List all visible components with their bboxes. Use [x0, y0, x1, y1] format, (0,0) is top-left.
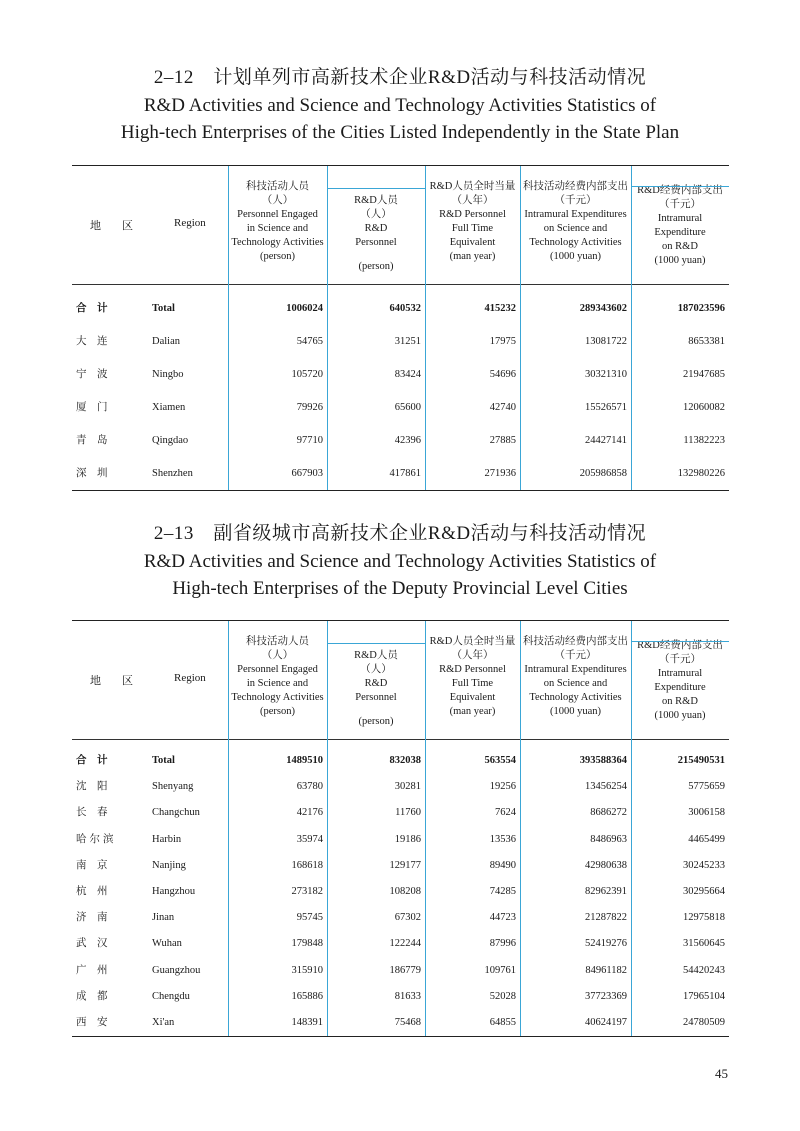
column-divider — [327, 621, 328, 1036]
region-en: Qingdao — [152, 434, 189, 446]
header-line: （人） — [261, 195, 294, 206]
value-cell: 393588364 — [579, 755, 627, 767]
title-cn: 2–13 副省级城市高新技术企业R&D活动与科技活动情况 — [153, 523, 647, 544]
table-2-13 — [72, 620, 729, 1037]
region-cn-text: 沈 阳 — [76, 781, 108, 793]
region-en: Guangzhou — [152, 964, 201, 976]
value-cell: 44723 — [489, 912, 516, 924]
value-cell: 37723369 — [585, 990, 627, 1002]
header-line: Expenditure — [654, 682, 706, 693]
region-en: Xiamen — [152, 401, 186, 413]
region-cn-text: 深 圳 — [76, 467, 108, 479]
header-line: Intramural Expenditures — [524, 209, 627, 220]
value-cell: 74285 — [489, 886, 516, 898]
region-en: Shenzhen — [152, 467, 193, 479]
region-cn — [76, 937, 120, 951]
value-cell: 12975818 — [683, 912, 725, 924]
value-cell: 27885 — [489, 434, 516, 446]
value-cell: 30245233 — [683, 859, 725, 871]
column-divider — [425, 621, 426, 1036]
value-cell: 15526571 — [585, 401, 627, 413]
region-en: Shenyang — [152, 781, 194, 793]
header-line: Personnel Engaged — [237, 209, 318, 220]
header-line: (1000 yuan) — [549, 706, 602, 717]
header-line: Personnel — [355, 237, 397, 248]
value-cell: 52028 — [489, 990, 516, 1002]
region-cn-2: 区 — [122, 675, 133, 687]
header-line: R&D Personnel — [439, 664, 506, 675]
header-line: (person) — [358, 716, 394, 727]
column-header-1 — [228, 166, 327, 284]
header-box-rd-expenditure — [631, 186, 729, 187]
region-en: Nanjing — [152, 859, 186, 871]
value-cell: 30295664 — [683, 886, 725, 898]
header-line: R&D — [364, 223, 388, 234]
region-en: Total — [152, 755, 175, 767]
value-cell: 4465499 — [688, 833, 725, 845]
value-cell: 129177 — [389, 859, 421, 871]
header-line: Personnel Engaged — [237, 664, 318, 675]
table-2-12-title — [0, 66, 800, 146]
value-cell: 832038 — [389, 755, 421, 767]
region-en: Jinan — [152, 912, 175, 924]
value-cell: 64855 — [489, 1017, 516, 1029]
region-cn — [76, 335, 120, 349]
header-line: Technology Activities — [231, 692, 324, 703]
region-cn-text: 武 汉 — [76, 938, 108, 950]
value-cell: 563554 — [484, 755, 516, 767]
value-cell: 13081722 — [585, 335, 627, 347]
value-cell: 415232 — [484, 302, 516, 314]
region-cn — [76, 859, 120, 873]
value-cell: 82962391 — [585, 886, 627, 898]
value-cell: 5775659 — [688, 781, 725, 793]
value-cell: 168618 — [291, 859, 323, 871]
header-line: on Science and — [543, 223, 608, 234]
value-cell: 67302 — [394, 912, 421, 924]
region-en: Ningbo — [152, 368, 184, 380]
value-cell: 21287822 — [585, 912, 627, 924]
value-cell: 640532 — [389, 302, 421, 314]
column-divider — [425, 166, 426, 490]
header-line: (man year) — [449, 706, 496, 717]
header-line: R&D Personnel — [439, 209, 506, 220]
header-line: 科技活动人员 — [246, 181, 309, 192]
value-cell: 148391 — [291, 1017, 323, 1029]
value-cell: 19186 — [394, 833, 421, 845]
region-en: Region — [174, 672, 206, 684]
value-cell: 97710 — [296, 434, 323, 446]
region-cn — [76, 806, 120, 820]
value-cell: 42176 — [296, 807, 323, 819]
column-header-3 — [425, 166, 520, 284]
region-cn-1: 地 — [90, 675, 101, 687]
value-cell: 105720 — [291, 368, 323, 380]
value-cell: 186779 — [389, 964, 421, 976]
column-header-2 — [327, 621, 425, 739]
value-cell: 31560645 — [683, 938, 725, 950]
header-line: on R&D — [662, 696, 698, 707]
region-cn-text: 西 安 — [76, 1017, 108, 1029]
value-cell: 54420243 — [683, 964, 725, 976]
value-cell: 84961182 — [585, 964, 627, 976]
title-en-line1: R&D Activities and Science and Technology Activities Statistics of — [143, 551, 657, 572]
value-cell: 83424 — [394, 368, 421, 380]
header-line: (man year) — [449, 251, 496, 262]
header-line: Technology Activities — [231, 237, 324, 248]
header-line: （人年） — [451, 650, 494, 661]
region-cn-2: 区 — [122, 220, 133, 232]
region-cn-text: 广 州 — [76, 964, 108, 976]
value-cell: 109761 — [484, 964, 516, 976]
value-cell: 54696 — [489, 368, 516, 380]
region-cn — [76, 368, 120, 382]
header-line: Intramural — [657, 213, 703, 224]
header-line: R&D人员 — [354, 195, 398, 206]
region-cn — [76, 754, 120, 768]
region-cn — [76, 964, 120, 978]
column-header-3 — [425, 621, 520, 739]
title-cn: 2–12 计划单列市高新技术企业R&D活动与科技活动情况 — [153, 67, 647, 88]
header-line: Intramural Expenditures — [524, 664, 627, 675]
header-line: 科技活动经费内部支出 — [523, 181, 628, 192]
value-cell: 122244 — [389, 938, 421, 950]
header-line: （人） — [360, 209, 392, 220]
region-en: Wuhan — [152, 938, 182, 950]
value-cell: 8686272 — [590, 807, 627, 819]
header-line: Technology Activities — [529, 237, 622, 248]
value-cell: 75468 — [394, 1017, 421, 1029]
region-en: Total — [152, 302, 175, 314]
header-box-rd-personnel — [327, 643, 425, 644]
column-divider — [228, 166, 229, 490]
header-line: (1000 yuan) — [654, 255, 706, 266]
region-header — [72, 621, 228, 739]
value-cell: 11760 — [395, 807, 421, 819]
header-line: (person) — [358, 261, 394, 272]
value-cell: 24427141 — [585, 434, 627, 446]
column-header-4 — [520, 621, 631, 739]
region-cn-text: 长 春 — [76, 807, 108, 819]
header-line: （人） — [261, 650, 294, 661]
value-cell: 108208 — [389, 886, 421, 898]
value-cell: 215490531 — [677, 755, 725, 767]
title-en-line1: R&D Activities and Science and Technology Activities Statistics of — [143, 95, 657, 116]
value-cell: 667903 — [291, 467, 323, 479]
title-en-line2: High-tech Enterprises of the Deputy Provincial Level Cities — [172, 578, 628, 599]
column-divider — [327, 166, 328, 490]
title-en-line2: High-tech Enterprises of the Cities Listed Independently in the State Plan — [120, 122, 680, 143]
value-cell: 95745 — [296, 912, 323, 924]
column-header-2 — [327, 166, 425, 284]
value-cell: 8486963 — [590, 833, 627, 845]
value-cell: 87996 — [489, 938, 516, 950]
value-cell: 63780 — [296, 781, 323, 793]
region-en: Dalian — [152, 335, 180, 347]
value-cell: 40624197 — [585, 1017, 627, 1029]
page-number: 45 — [715, 1066, 728, 1081]
value-cell: 315910 — [291, 964, 323, 976]
header-line: （人） — [360, 664, 392, 675]
header-line: Equivalent — [449, 237, 496, 248]
value-cell: 1006024 — [286, 302, 323, 314]
column-divider — [631, 166, 632, 490]
column-divider — [520, 621, 521, 1036]
value-cell: 17975 — [489, 335, 516, 347]
column-header-4 — [520, 166, 631, 284]
header-line: Full Time — [451, 223, 494, 234]
value-cell: 42396 — [394, 434, 421, 446]
value-cell: 81633 — [394, 990, 421, 1002]
value-cell: 24780509 — [683, 1017, 725, 1029]
region-en: Region — [174, 217, 206, 229]
value-cell: 7624 — [495, 807, 516, 819]
column-divider — [228, 621, 229, 1036]
header-line: （千元） — [659, 199, 701, 210]
value-cell: 12060082 — [683, 401, 725, 413]
header-line: Full Time — [451, 678, 494, 689]
region-cn — [76, 911, 120, 925]
header-line: R&D经费内部支出 — [637, 185, 723, 196]
column-divider — [631, 621, 632, 1036]
header-line: Technology Activities — [529, 692, 622, 703]
value-cell: 31251 — [394, 335, 421, 347]
region-header — [72, 166, 228, 284]
value-cell: 19256 — [489, 781, 516, 793]
value-cell: 30321310 — [585, 368, 627, 380]
value-cell: 179848 — [291, 938, 323, 950]
value-cell: 13536 — [489, 833, 516, 845]
header-line: （千元） — [554, 650, 597, 661]
value-cell: 65600 — [394, 401, 421, 413]
header-line: R&D — [364, 678, 388, 689]
value-cell: 3006158 — [688, 807, 725, 819]
header-line: （千元） — [659, 654, 701, 665]
header-line: (1000 yuan) — [654, 710, 706, 721]
value-cell: 273182 — [291, 886, 323, 898]
region-en: Changchun — [152, 807, 200, 819]
region-cn-text: 大 连 — [76, 335, 108, 347]
value-cell: 21947685 — [683, 368, 725, 380]
region-cn — [76, 990, 120, 1004]
region-cn — [76, 833, 120, 847]
region-cn-text: 济 南 — [76, 912, 108, 924]
region-cn-text: 宁 波 — [76, 368, 108, 380]
region-cn — [76, 1016, 120, 1030]
header-line: Personnel — [355, 692, 397, 703]
value-cell: 54765 — [296, 335, 323, 347]
table-2-12 — [72, 165, 729, 491]
value-cell: 42980638 — [585, 859, 627, 871]
value-cell: 89490 — [489, 859, 516, 871]
value-cell: 417861 — [389, 467, 421, 479]
header-line: （人年） — [451, 195, 494, 206]
bottom-rule — [72, 1036, 729, 1037]
value-cell: 271936 — [484, 467, 516, 479]
bottom-rule — [72, 490, 729, 491]
value-cell: 79926 — [296, 401, 323, 413]
header-line: Equivalent — [449, 692, 496, 703]
header-line: on R&D — [662, 241, 698, 252]
region-cn — [76, 302, 120, 316]
value-cell: 1489510 — [286, 755, 323, 767]
header-line: Intramural — [657, 668, 703, 679]
region-en: Hangzhou — [152, 886, 196, 898]
header-line: (1000 yuan) — [549, 251, 602, 262]
region-cn — [76, 401, 120, 415]
value-cell: 132980226 — [677, 467, 725, 479]
region-cn — [76, 780, 120, 794]
region-cn-text: 青 岛 — [76, 434, 108, 446]
header-box-rd-personnel — [327, 188, 425, 189]
region-cn-text: 厦 门 — [76, 401, 108, 413]
value-cell: 35974 — [296, 833, 323, 845]
value-cell: 8653381 — [688, 335, 725, 347]
value-cell: 52419276 — [585, 938, 627, 950]
value-cell: 30281 — [394, 781, 421, 793]
column-header-5 — [631, 166, 729, 284]
header-line: R&D人员全时当量 — [429, 636, 516, 647]
header-line: R&D人员全时当量 — [429, 181, 516, 192]
header-line: Expenditure — [654, 227, 706, 238]
header-line: on Science and — [543, 678, 608, 689]
header-line: 科技活动经费内部支出 — [523, 636, 628, 647]
column-header-1 — [228, 621, 327, 739]
value-cell: 187023596 — [677, 302, 725, 314]
region-cn-text: 南 京 — [76, 859, 108, 871]
region-cn — [76, 467, 120, 481]
value-cell: 165886 — [291, 990, 323, 1002]
region-en: Xi'an — [152, 1017, 175, 1029]
value-cell: 205986858 — [579, 467, 627, 479]
region-cn-text: 哈尔滨 — [76, 833, 117, 845]
value-cell: 42740 — [489, 401, 516, 413]
region-cn-text: 合 计 — [76, 302, 108, 314]
header-line: R&D经费内部支出 — [637, 640, 723, 651]
header-box-rd-expenditure — [631, 641, 729, 642]
region-cn-text: 合 计 — [76, 755, 108, 767]
region-cn — [76, 885, 120, 899]
region-cn-1: 地 — [90, 220, 101, 232]
region-en: Harbin — [152, 833, 182, 845]
region-cn — [76, 434, 120, 448]
header-line: in Science and — [246, 223, 309, 234]
header-line: R&D人员 — [354, 650, 398, 661]
column-divider — [520, 166, 521, 490]
header-line: in Science and — [246, 678, 309, 689]
region-en: Chengdu — [152, 990, 190, 1002]
header-line: （千元） — [554, 195, 597, 206]
table-2-13-title — [0, 522, 800, 602]
column-header-5 — [631, 621, 729, 739]
header-line: (person) — [260, 251, 295, 262]
value-cell: 13456254 — [585, 781, 627, 793]
header-line: (person) — [260, 706, 295, 717]
value-cell: 11382223 — [683, 434, 725, 446]
value-cell: 17965104 — [683, 990, 725, 1002]
region-cn-text: 杭 州 — [76, 886, 108, 898]
header-line: 科技活动人员 — [246, 636, 309, 647]
value-cell: 289343602 — [579, 302, 627, 314]
region-cn-text: 成 都 — [76, 990, 108, 1002]
